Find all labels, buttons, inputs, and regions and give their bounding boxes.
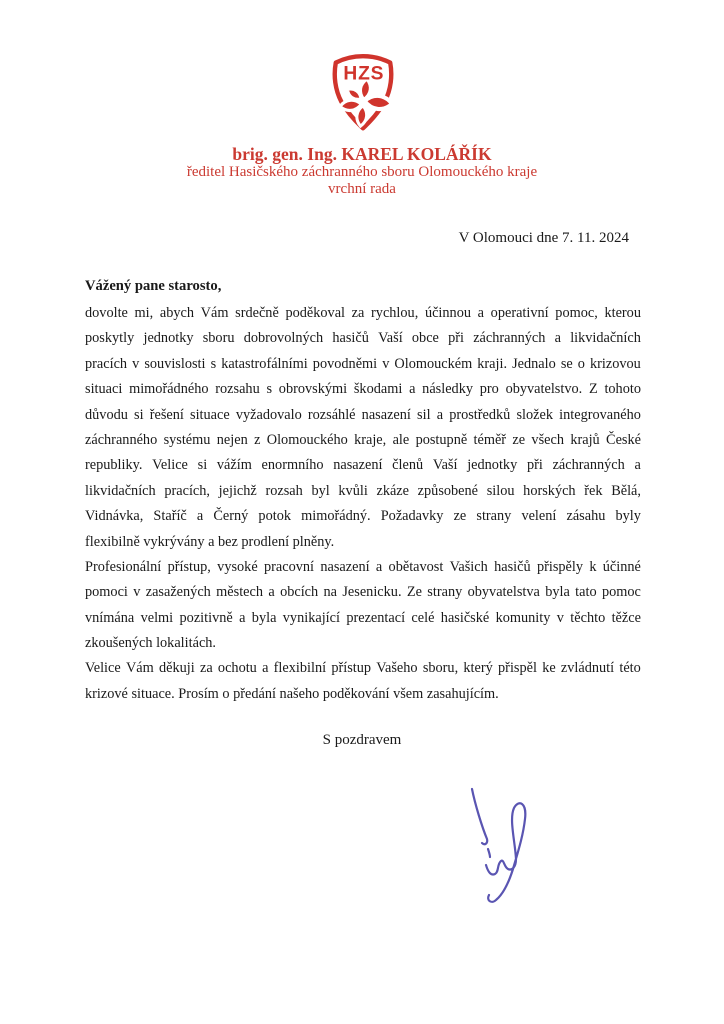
letter-line: vnímána velmi pozitivně a byla vynikající prezentací celé hasičské komunity v těchto těžce	[85, 609, 641, 626]
letter-line: dovolte mi, abych Vám srdečně poděkoval za rychlou, účinnou a operativní pomoc, kterou	[85, 305, 641, 321]
letter-paragraph	[85, 559, 641, 661]
letter-line: situaci mimořádného rozsahu s obrovskými škodami a následky pro obyvatelstvo. Z tohoto	[85, 381, 641, 398]
letter-line: Vidnávka, Staříč a Černý potok mimořádný. Požadavky ze strany velení zásahu byly	[85, 508, 641, 525]
flower-petals-icon	[339, 78, 392, 126]
handwritten-signature	[452, 779, 570, 907]
letter-line: Velice Vám děkuji za ochotu a flexibilní přístup Vašeho sboru, který přispěl ke zvládnutí této	[85, 660, 641, 677]
letter-line: flexibilně vykrývány a bez prodlení plněny.	[85, 533, 335, 550]
hzs-logo	[323, 52, 403, 134]
letter-line: pracích v souvislosti s katastrofálními povodněmi v Olomouckém kraji. Jednalo se o krizovou	[85, 355, 641, 372]
letter-line: republiky. Velice si vážím enormního nasazení členů Vaší jednotky při záchranných a	[85, 457, 641, 474]
letterhead	[0, 144, 724, 198]
letter-line: pomoci v zasažených městech a obcích na Jesenicku. Ze strany obyvatelstva byla tato pomoc	[85, 584, 641, 601]
dateline: V Olomouci dne 7. 11. 2024	[458, 230, 629, 246]
letter-paragraph	[85, 660, 641, 711]
letter-line: důvodu si řešení situace vyžadovalo rozsáhlé nasazení sil a prostředků složek integrovaného	[85, 406, 641, 423]
letter-line: zkoušených lokalitách.	[85, 635, 217, 652]
letter-line: krizové situace. Prosím o předání našeho poděkování všem zasahujícím.	[85, 685, 499, 702]
letter-body	[85, 305, 641, 711]
letter-line: poskytly jednotky sboru dobrovolných hasičů Vaší obce při záchranných a likvidačních	[85, 330, 641, 347]
sender-name: brig. gen. Ing. KAREL KOLÁŘÍK	[232, 144, 492, 164]
letter-line: likvidačních pracích, jejichž rozsah byl kvůli zkáze způsobené silou horských řek Bělá,	[85, 482, 641, 499]
logo-text: HZS	[343, 63, 385, 85]
letter-line: Profesionální přístup, vysoké pracovní nasazení a obětavost Vašich hasičů přispěly k účinné	[85, 558, 641, 575]
letter-line: záchranného systému nejen z Olomouckého kraje, ale postupně téměř ze všech krajů České	[85, 431, 641, 448]
closing: S pozdravem	[322, 732, 402, 748]
sender-rank: vrchní rada	[328, 181, 396, 197]
sender-title: ředitel Hasičského záchranného sboru Olomouckého kraje	[186, 164, 538, 180]
hzs-shield-flower-icon	[323, 52, 403, 134]
letter-paragraph	[85, 305, 641, 559]
salutation: Vážený pane starosto,	[85, 278, 222, 294]
